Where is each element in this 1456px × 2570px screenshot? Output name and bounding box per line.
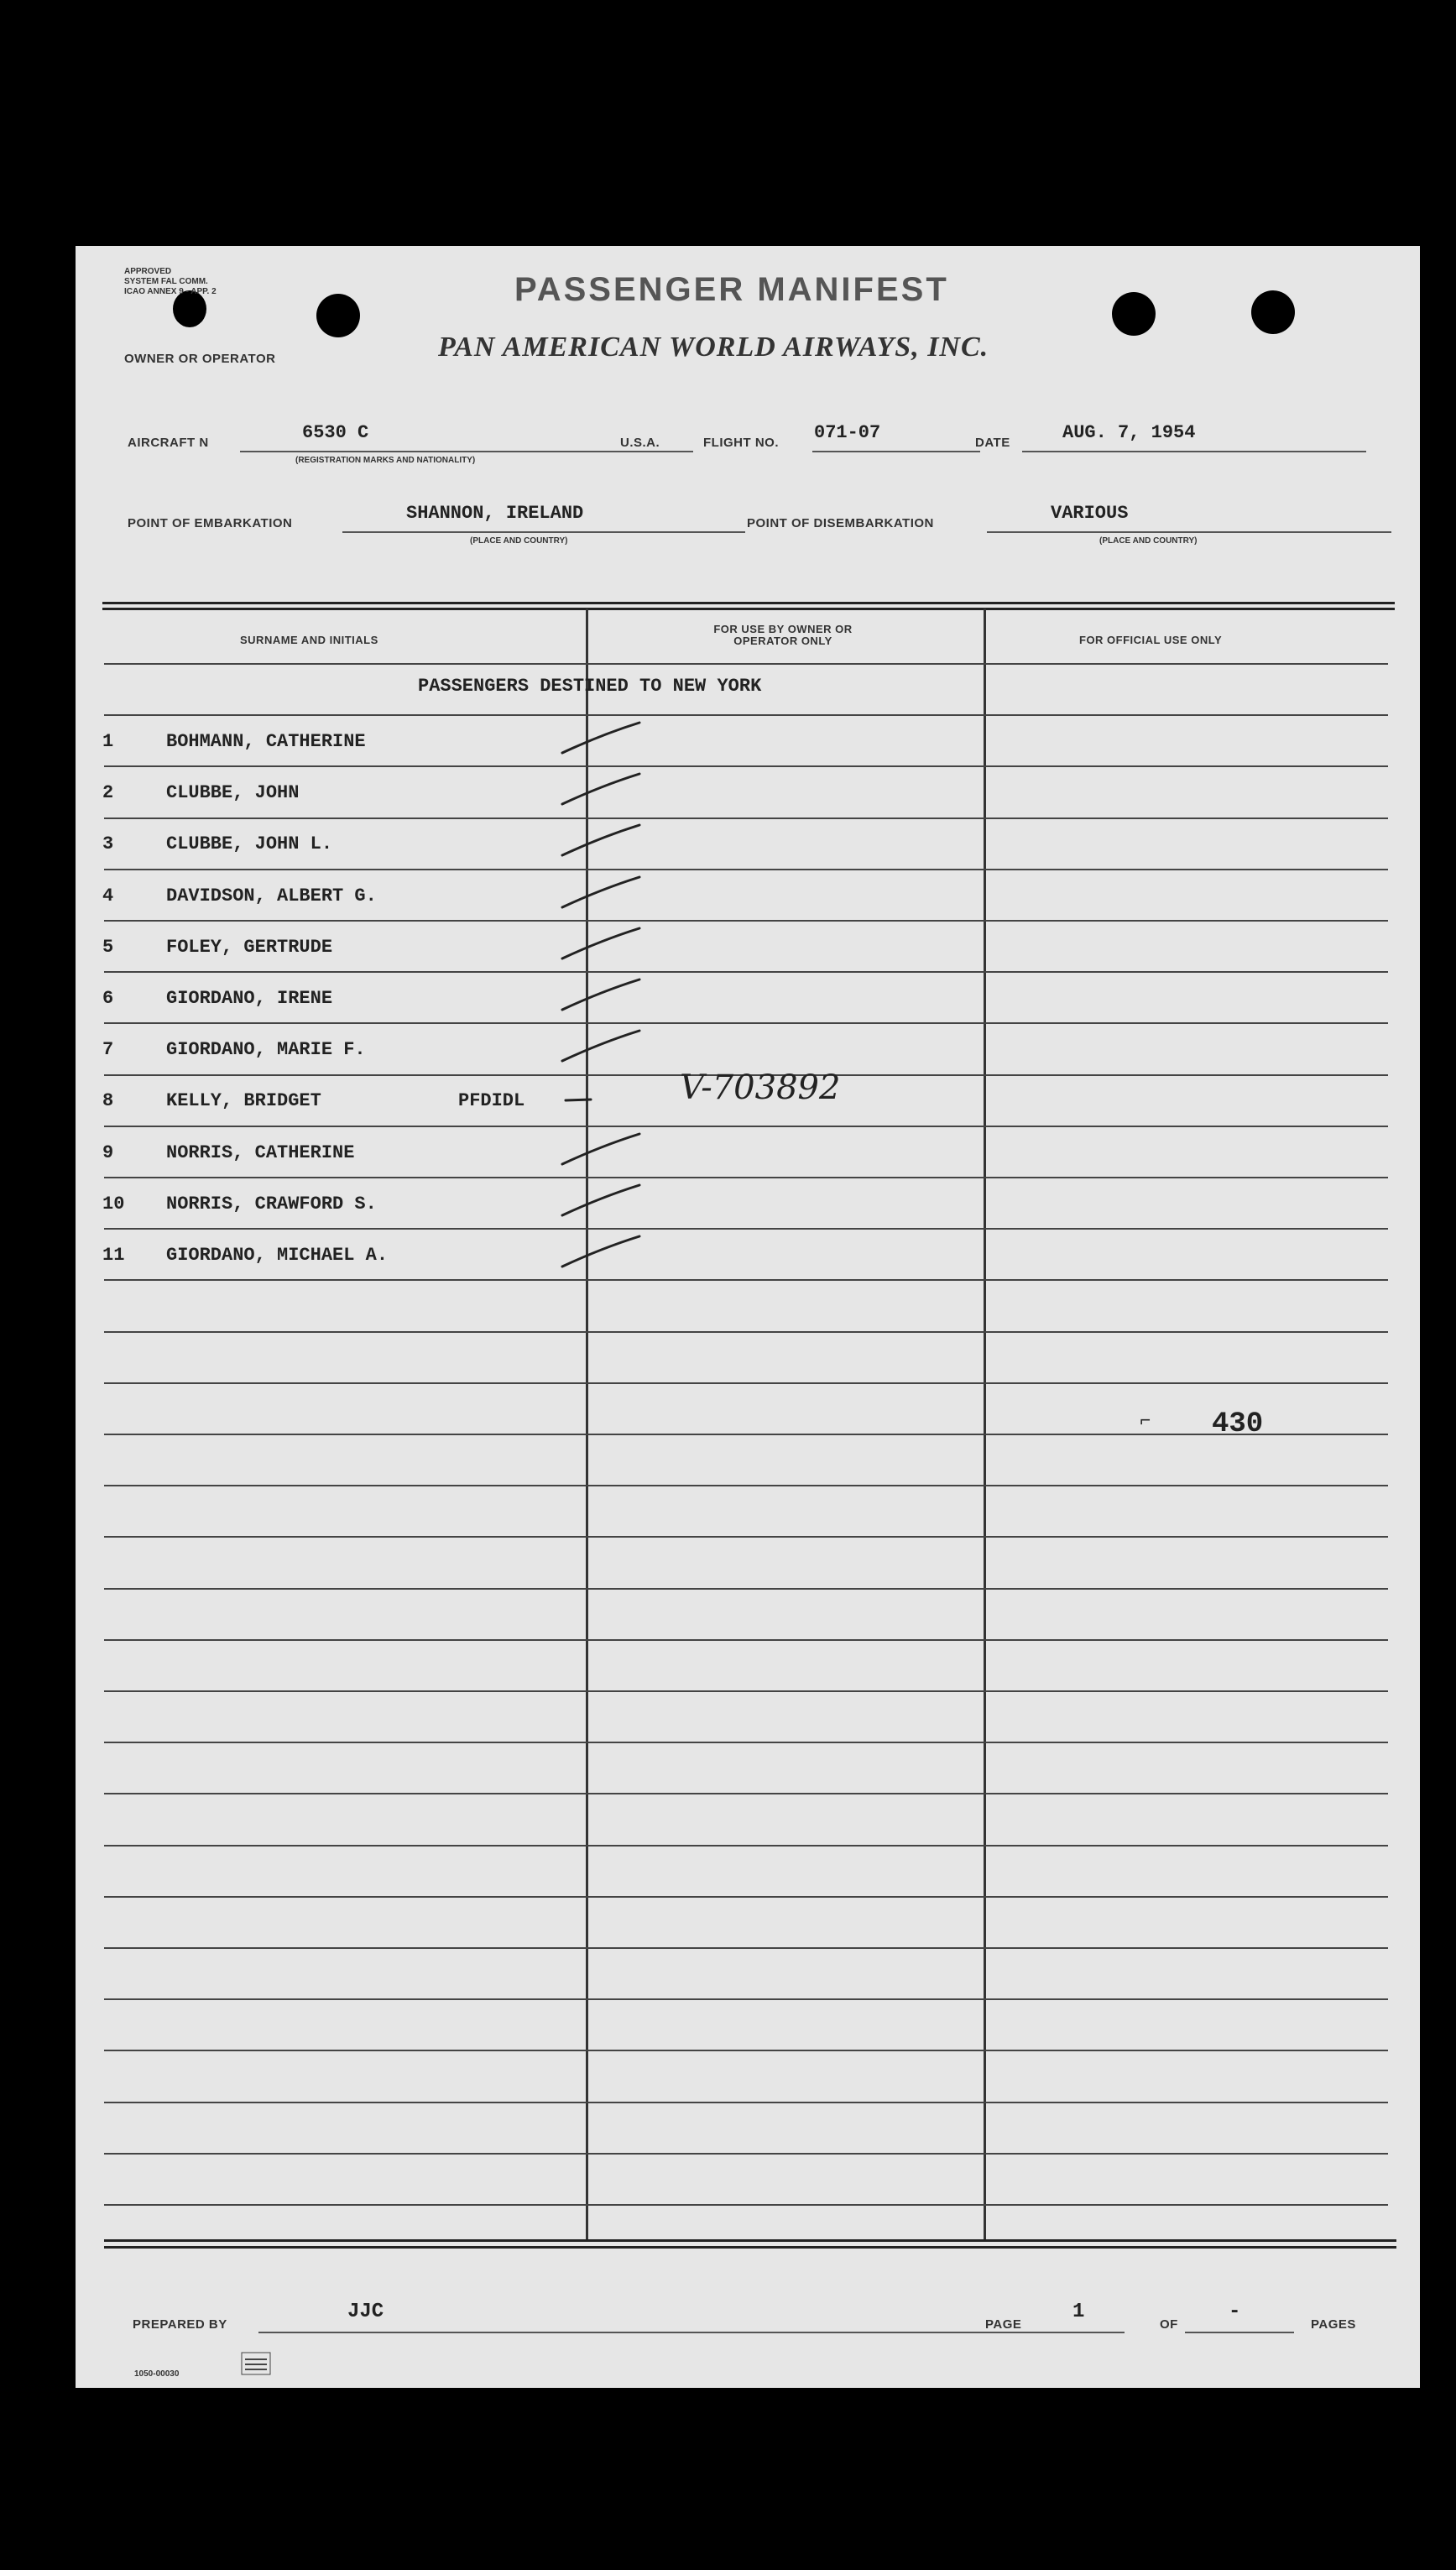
date-underline xyxy=(1022,451,1366,452)
passenger-name: KELLY, BRIDGET xyxy=(166,1090,321,1111)
ruled-line xyxy=(104,1536,1388,1538)
punch-hole xyxy=(1251,290,1295,334)
owner-operator-label: OWNER OR OPERATOR xyxy=(124,352,276,366)
table-top-rule xyxy=(102,602,1395,604)
ruled-line xyxy=(104,2102,1388,2103)
ruled-line xyxy=(104,1126,1388,1127)
of-value: - xyxy=(1229,2301,1241,2323)
ruled-line xyxy=(104,1279,1388,1281)
of-underline xyxy=(1185,2332,1294,2333)
passenger-number: 10 xyxy=(102,1194,125,1214)
passenger-name: GIORDANO, IRENE xyxy=(166,988,333,1009)
check-mark-icon xyxy=(554,1182,646,1224)
table-bottom-rule xyxy=(104,2239,1396,2242)
passenger-number: 5 xyxy=(102,937,114,958)
punch-hole xyxy=(1112,292,1156,336)
prepared-by-underline xyxy=(258,2332,1056,2333)
company-name: PAN AMERICAN WORLD AIRWAYS, INC. xyxy=(438,332,989,363)
aircraft-value: 6530 C xyxy=(302,422,369,443)
passenger-number: 1 xyxy=(102,731,114,752)
passenger-number: 4 xyxy=(102,885,114,906)
passenger-name: BOHMANN, CATHERINE xyxy=(166,731,366,752)
page-underline xyxy=(1032,2332,1125,2333)
check-mark-icon xyxy=(554,1233,646,1275)
passenger-name: CLUBBE, JOHN L. xyxy=(166,833,333,854)
passenger-name: CLUBBE, JOHN xyxy=(166,782,300,803)
check-mark-icon xyxy=(554,1027,646,1069)
passenger-name: NORRIS, CRAWFORD S. xyxy=(166,1194,377,1214)
disembarkation-value: VARIOUS xyxy=(1051,503,1129,524)
approval-note xyxy=(124,267,217,297)
ruled-line xyxy=(104,2153,1388,2155)
prepared-by-value: JJC xyxy=(347,2301,384,2323)
embarkation-note: (PLACE AND COUNTRY) xyxy=(470,536,568,546)
check-mark-icon xyxy=(554,719,646,761)
table-top-rule xyxy=(102,608,1395,610)
disembarkation-label: POINT OF DISEMBARKATION xyxy=(747,516,934,530)
passenger-note: PFDIDL xyxy=(458,1090,525,1111)
ruled-line xyxy=(104,971,1388,973)
manifest-sheet xyxy=(76,246,1420,2388)
disembarkation-note: (PLACE AND COUNTRY) xyxy=(1099,536,1198,546)
ruled-line xyxy=(104,1947,1388,1949)
disembarkation-underline xyxy=(987,531,1391,533)
ruled-line xyxy=(104,663,1388,665)
ruled-line xyxy=(104,1177,1388,1178)
ruled-line xyxy=(104,2050,1388,2051)
ruled-line xyxy=(104,1639,1388,1641)
passenger-number: 7 xyxy=(102,1039,114,1060)
aircraft-note: (REGISTRATION MARKS AND NATIONALITY) xyxy=(295,456,476,465)
ruled-line xyxy=(104,1588,1388,1590)
passenger-number: 2 xyxy=(102,782,114,803)
aircraft-underline xyxy=(240,451,693,452)
approval-line: SYSTEM FAL COMM. xyxy=(124,277,208,286)
ruled-line xyxy=(104,1845,1388,1847)
form-number: 1050-00030 xyxy=(134,2369,180,2379)
punch-hole xyxy=(316,294,360,337)
ruled-line xyxy=(104,765,1388,767)
flight-label: FLIGHT NO. xyxy=(703,436,779,450)
column-divider xyxy=(984,609,986,2241)
column-header-official-use: FOR OFFICIAL USE ONLY xyxy=(1079,634,1223,646)
flight-underline xyxy=(812,451,980,452)
ruled-line xyxy=(104,920,1388,922)
country-label: U.S.A. xyxy=(620,436,660,450)
approval-line: APPROVED xyxy=(124,267,172,276)
ruled-line xyxy=(104,1793,1388,1794)
passenger-number: 9 xyxy=(102,1142,114,1163)
check-mark-icon xyxy=(554,770,646,812)
approval-line: ICAO ANNEX 9 - APP. 2 xyxy=(124,287,217,296)
embarkation-underline xyxy=(342,531,745,533)
ruled-line xyxy=(104,714,1388,716)
of-label: OF xyxy=(1160,2317,1178,2332)
flight-value: 071-07 xyxy=(814,422,881,443)
owner-entry-handwritten: V-703892 xyxy=(680,1068,841,1107)
column-header-owner-use: FOR USE BY OWNER OR OPERATOR ONLY xyxy=(713,623,853,647)
ruled-line xyxy=(104,1998,1388,2000)
page-label: PAGE xyxy=(985,2317,1022,2332)
check-mark-icon xyxy=(554,1131,646,1173)
passenger-number: 6 xyxy=(102,988,114,1009)
column-header-names: SURNAME AND INITIALS xyxy=(240,634,378,646)
passenger-name: FOLEY, GERTRUDE xyxy=(166,937,333,958)
ruled-line xyxy=(104,1742,1388,1743)
ruled-line xyxy=(104,1331,1388,1333)
page-value: 1 xyxy=(1072,2301,1085,2323)
section-heading: PASSENGERS DESTINED TO NEW YORK xyxy=(418,676,762,697)
embarkation-label: POINT OF EMBARKATION xyxy=(128,516,293,530)
official-mark: 430 xyxy=(1212,1408,1264,1440)
passenger-name: DAVIDSON, ALBERT G. xyxy=(166,885,377,906)
ruled-line xyxy=(104,869,1388,870)
passenger-number: 8 xyxy=(102,1090,114,1111)
ruled-line xyxy=(104,1485,1388,1486)
passenger-name: GIORDANO, MARIE F. xyxy=(166,1039,366,1060)
pages-label: PAGES xyxy=(1311,2317,1356,2332)
passenger-name: NORRIS, CATHERINE xyxy=(166,1142,355,1163)
table-bottom-rule xyxy=(104,2246,1396,2249)
ruled-line xyxy=(104,1434,1388,1435)
aircraft-label: AIRCRAFT N xyxy=(128,436,209,450)
prepared-by-label: PREPARED BY xyxy=(133,2317,227,2332)
check-mark-icon xyxy=(554,976,646,1018)
form-title: PASSENGER MANIFEST xyxy=(514,271,949,308)
check-mark-icon xyxy=(554,822,646,864)
ruled-line xyxy=(104,1022,1388,1024)
date-label: DATE xyxy=(975,436,1010,450)
passenger-number: 11 xyxy=(102,1245,125,1266)
check-mark-icon xyxy=(554,925,646,967)
ruled-line xyxy=(104,817,1388,819)
ruled-line xyxy=(104,1228,1388,1230)
official-mark-dash: ⌐ xyxy=(1140,1411,1151,1432)
ruled-line xyxy=(104,1690,1388,1692)
ruled-line xyxy=(104,1382,1388,1384)
ruled-line xyxy=(104,2204,1388,2206)
passenger-number: 3 xyxy=(102,833,114,854)
printer-seal xyxy=(240,2349,274,2378)
ruled-line xyxy=(104,1896,1388,1898)
embarkation-value: SHANNON, IRELAND xyxy=(406,503,584,524)
check-mark-icon xyxy=(554,874,646,916)
passenger-name: GIORDANO, MICHAEL A. xyxy=(166,1245,389,1266)
check-mark-icon xyxy=(554,1079,646,1120)
date-value: AUG. 7, 1954 xyxy=(1062,422,1196,443)
